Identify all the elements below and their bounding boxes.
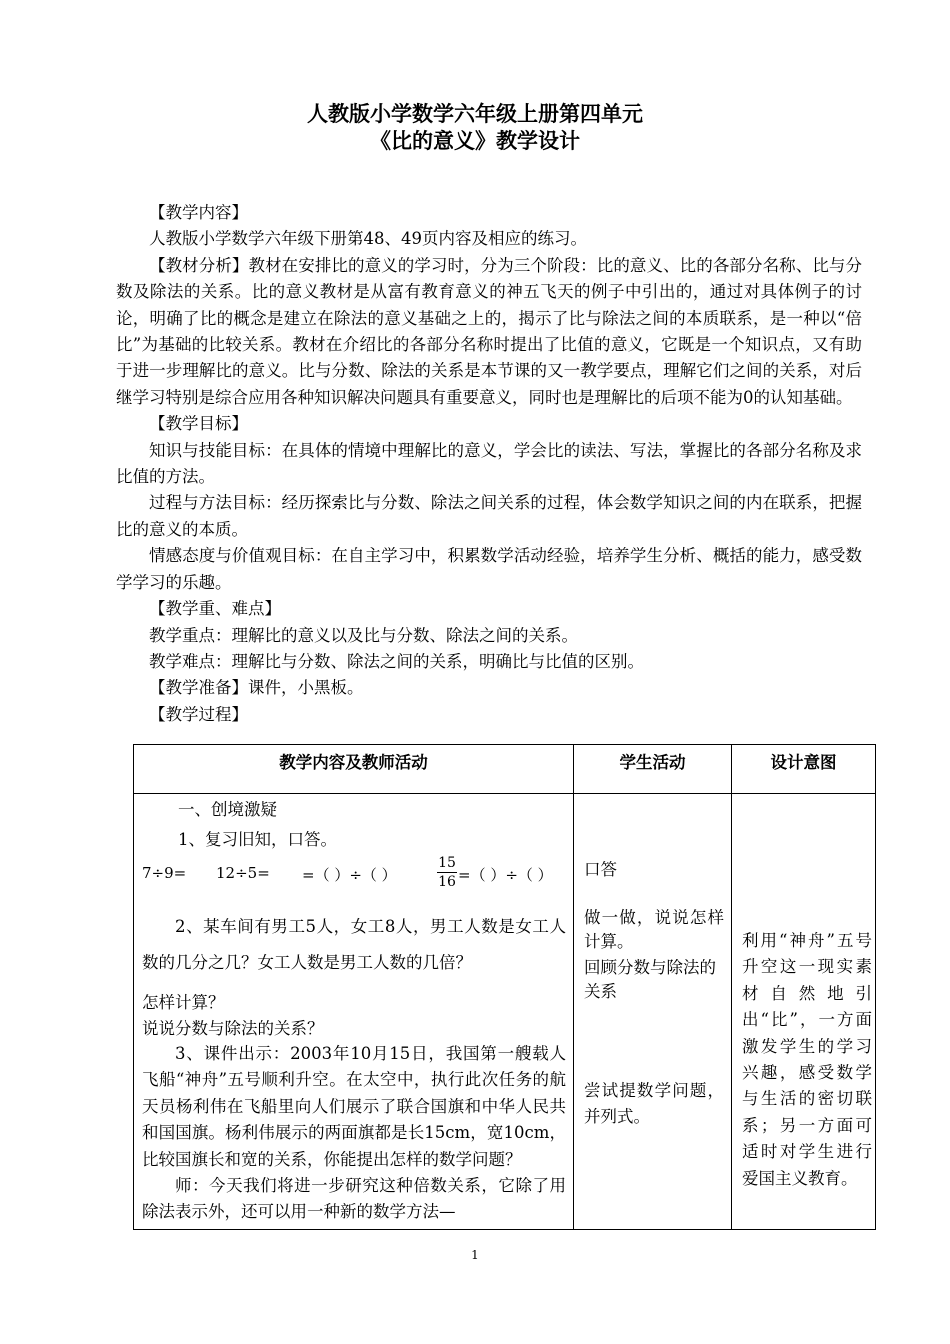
paragraph-key-point: 教学重点：理解比的意义以及比与分数、除法之间的关系。 — [149, 625, 578, 645]
student-answer-question: 尝试提数学问题，并列式。 — [584, 1081, 724, 1126]
fraction-denominator: 16 — [438, 874, 456, 890]
teacher-remark: 师：今天我们将进一步研究这种倍数关系，它除了用除法表示外，还可以用一种新的数学方法— — [142, 1176, 566, 1222]
paragraph-objective-emotion: 情感态度与价值观目标：在自主学习中，积累数学活动经验，培养学生分析、概括的能力，感受数学学习的乐趣。 — [116, 546, 862, 592]
student-answer-calc: 做一做，说说怎样计算。 — [584, 908, 724, 951]
header-student-activity: 学生活动 — [574, 745, 732, 794]
header-design-intent: 设计意图 — [732, 745, 876, 794]
cell-design-intent — [732, 794, 876, 1230]
student-answer-review: 回顾分数与除法的关系 — [584, 958, 716, 1001]
header-teacher-activity: 教学内容及教师活动 — [134, 745, 574, 794]
paragraph-content: 人教版小学数学六年级下册第48、49页内容及相应的练习。 — [149, 229, 587, 249]
expr-fraction-div: =（ ）÷（ ） — [458, 866, 553, 884]
heading-key-points: 【教学重、难点】 — [149, 599, 281, 619]
section-title: 一、创境激疑 — [178, 800, 277, 819]
page-number: 1 — [471, 1248, 479, 1262]
expr-7-div-9: 7÷9= — [142, 864, 187, 882]
paragraph-preparation: 【教学准备】课件，小黑板。 — [149, 678, 364, 698]
paragraph-objective-process: 过程与方法目标：经历探索比与分数、除法之间关系的过程，体会数学知识之间的内在联系，把握比的意义的本质。 — [116, 493, 862, 539]
question-2: 2、某车间有男工5人，女工8人，男工人数是女工人数的几分之几？女工人数是男工人数的几倍？ — [142, 917, 566, 972]
question-3: 3、课件出示：2003年10月15日，我国第一艘载人飞船“神舟”五号顺利升空。在太空中，执行此次任务的航天员杨利伟在飞船里向人们展示了联合国旗和中华人民共和国国旗。杨利伟展示的两面旗都是长15cm，宽10cm，比较国旗长和宽的关系，你能提出怎样的数学问题？ — [142, 1044, 566, 1169]
paragraph-difficult-point: 教学难点：理解比与分数、除法之间的关系，明确比与比值的区别。 — [149, 651, 644, 671]
table-row — [134, 794, 876, 1230]
design-intent-text: 利用“神舟”五号升空这一现实素材自然地引出“比”，一方面激发学生的学习兴趣，感受数学与生活的密切联系；另一方面可适时对学生进行爱国主义教育。 — [742, 931, 872, 1188]
teaching-process-table — [133, 744, 876, 1230]
heading-objectives: 【教学目标】 — [149, 414, 248, 434]
expr-blank-div: =（ ）÷（ ） — [302, 866, 397, 884]
table-header-row — [134, 745, 876, 794]
cell-student-activity — [574, 794, 732, 1230]
student-answer-oral: 口答 — [584, 860, 617, 879]
expr-12-div-5: 12÷5= — [216, 864, 270, 882]
cell-teacher-activity — [134, 794, 574, 1230]
fraction-15-16 — [437, 854, 457, 891]
document-title-line2: 《比的意义》教学设计 — [370, 129, 580, 153]
heading-content: 【教学内容】 — [149, 203, 248, 222]
heading-process: 【教学过程】 — [149, 704, 248, 724]
document-title-line1: 人教版小学数学六年级上册第四单元 — [307, 102, 643, 126]
question-2-how: 怎样计算？ — [142, 993, 225, 1012]
document-body — [116, 200, 862, 728]
fraction-numerator: 15 — [438, 855, 456, 871]
paragraph-objective-knowledge: 知识与技能目标：在具体的情境中理解比的意义，学会比的读法、写法，掌握比的各部分名称及求比值的方法。 — [116, 440, 862, 487]
paragraph-analysis: 【教材分析】教材在安排比的意义的学习时，分为三个阶段：比的意义、比的各部分名称、比与分数及除法的关系。比的意义教材是从富有教育意义的神五飞天的例子中引出的，通过对具体例子的讨论，明确了比的概念是建立在除法的意义基础之上的，揭示了比与除法之间的本质联系，是一种以“倍比”为基础的比较关系。教材在介绍比的各部分名称时提出了比值的意义，它既是一个知识点，又有助于进一步理解比的意义。比与分数、除法的关系是本节课的又一教学要点，理解它们之间的关系，对后继学习特别是综合应用各种知识解决问题具有重要意义，同时也是理解比的后项不能为0的认知基础。 — [116, 255, 862, 407]
question-2-relation: 说说分数与除法的关系？ — [142, 1019, 324, 1038]
review-item: 1、复习旧知，口答。 — [178, 830, 337, 849]
